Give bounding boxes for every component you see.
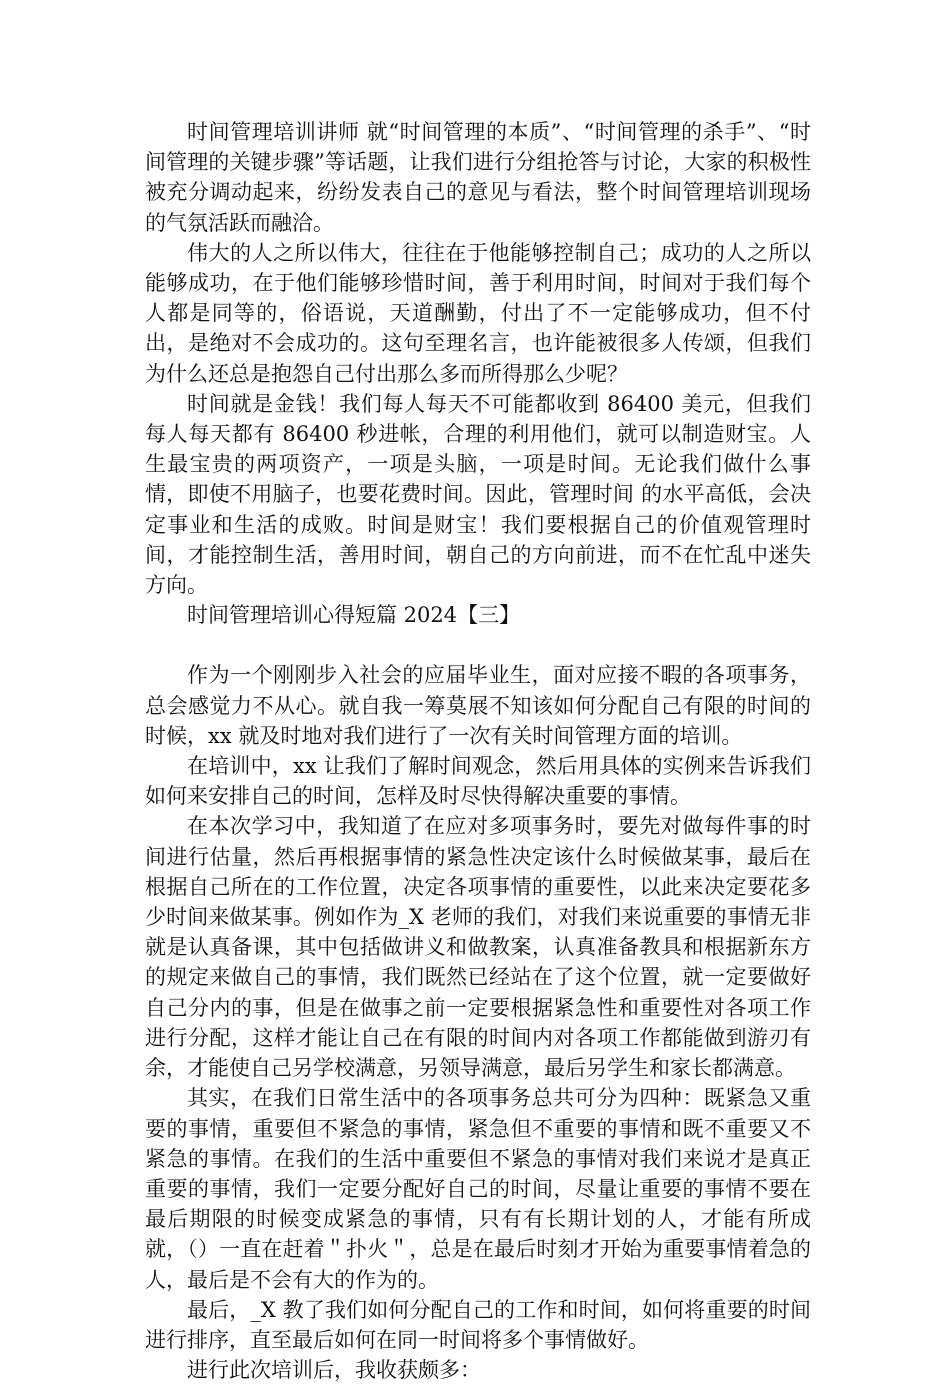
paragraph-four-kinds: 其实，在我们日常生活中的各项事务总共可分为四种：既紧急又重要的事情，重要但不紧急的事情，紧急但不重要的事情和既不重要又不紧急的事情。在我们的生活中重要但不紧急的事情对我们来说才是真正重要的事情，我们一定要分配好自己的时间，尽量让重要的事情不要在最后期限的时候变成紧急的事情，只有有长期计划的人，才能有所成就，（）一直在赶着＂扑火＂，总是在最后时刻才开始为重要事情着急的人，最后是不会有大的作为的。 xyxy=(145,1086,811,1292)
paragraph-in-training: 在培训中，xx 让我们了解时间观念，然后用具体的实例来告诉我们如何来安排自己的时间，怎样及时尽快得解决重要的事情。 xyxy=(145,754,811,809)
paragraph-this-study: 在本次学习中，我知道了在应对多项事务时，要先对做每件事的时间进行估量，然后再根据事情的紧急性决定该什么时候做某事，最后在根据自己所在的工作位置，决定各项事情的重要性，以此来决定要花多少时间来做某事。例如作为_X 老师的我们，对我们来说重要的事情无非就是认真备课，其中包括做讲义和做教案，认真准备教具和根据新东方的规定来做自己的事情，我们既然已经站在了这个位置，就一定要做好自己分内的事，但是在做事之前一定要根据紧急性和重要性对各项工作进行分配，这样才能让自己在有限的时间内对各项工作都能做到游刃有余，才能使自己另学校满意，另领导满意，最后另学生和家长都满意。 xyxy=(145,814,811,1081)
paragraph-time-is-money: 时间就是金钱！我们每人每天不可能都收到 86400 美元，但我们每人每天都有 86400 秒进帐，合理的利用他们，就可以制造财宝。人生最宝贵的两项资产，一项是头脑，一项是时间。无论我们做什么事情，即使不用脑子，也要花费时间。因此，管理时间 的水平高低，会决定事业和生活的成败。时间是财宝！我们要根据自己的价值观管理时间，才能控制生活，善用时间，朝自己的方向前进，而不在忙乱中迷失方向。 xyxy=(145,391,811,598)
document-body xyxy=(145,117,811,1385)
section-heading: 时间管理培训心得短篇 2024【三】 xyxy=(187,603,521,628)
paragraph-finally: 最后，_X 教了我们如何分配自己的工作和时间，如何将重要的时间进行排序，直至最后如何在同一时间将多个事情做好。 xyxy=(145,1297,811,1352)
paragraph-new-graduate: 作为一个刚刚步入社会的应届毕业生，面对应接不暇的各项事务，总会感觉力不从心。就自我一筹莫展不知该如何分配自己有限的时间的时候，xx 就及时地对我们进行了一次有关时间管理方面的培训。 xyxy=(145,663,811,748)
paragraph-training-discussion: 时间管理培训讲师 就“时间管理的本质”、“时间管理的杀手”、“时间管理的关键步骤”等话题，让我们进行分组抢答与讨论，大家的积极性被充分调动起来，纷纷发表自己的意见与看法，整个时间管理培训现场的气氛活跃而融洽。 xyxy=(145,120,811,235)
paragraph-great-people: 伟大的人之所以伟大，往往在于他能够控制自己；成功的人之所以能够成功，在于他们能够珍惜时间，善于利用时间，时间对于我们每个人都是同等的，俗语说，天道酬勤，付出了不一定能够成功，但不付出，是绝对不会成功的。这句至理名言，也许能被很多人传颂，但我们为什么还总是抱怨自己付出那么多而所得那么少呢？ xyxy=(145,240,811,386)
paragraph-gains: 进行此次培训后，我收获颇多： xyxy=(187,1358,481,1383)
